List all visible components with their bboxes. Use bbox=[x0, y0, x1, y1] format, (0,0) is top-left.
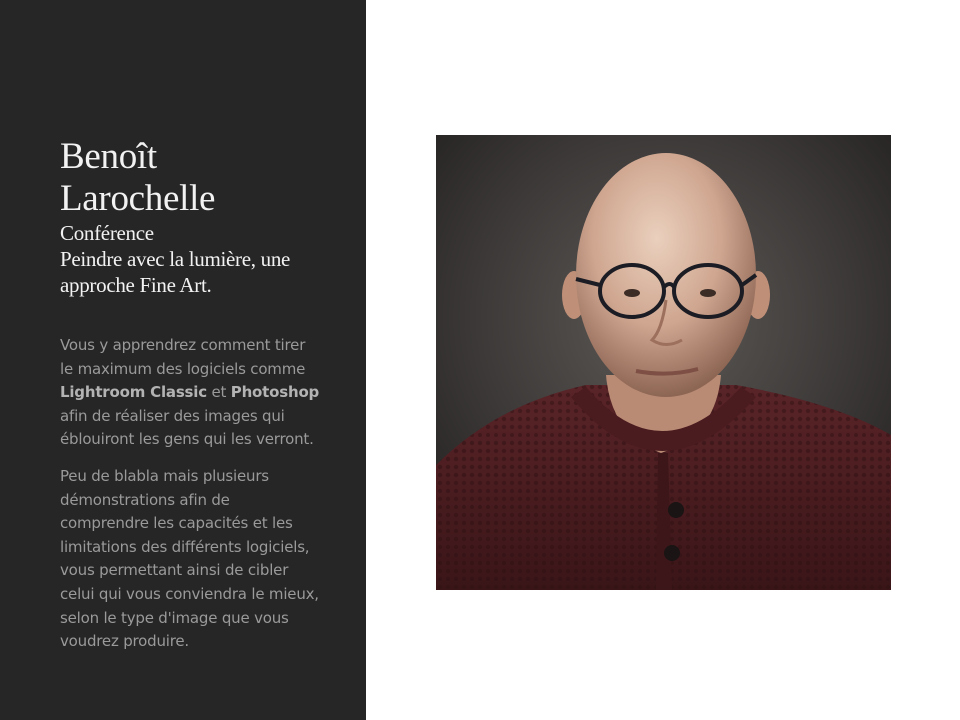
speaker-name-last: Larochelle bbox=[60, 178, 216, 219]
talk-title-line2: approche Fine Art. bbox=[60, 273, 212, 297]
software-lightroom: Lightroom Classic bbox=[60, 383, 207, 402]
para1-text-1: Vous y apprendrez comment tirer le maximum des logiciels comme bbox=[60, 336, 306, 378]
para1-text-2: et bbox=[206, 383, 231, 402]
left-panel bbox=[0, 0, 366, 720]
title-block bbox=[60, 136, 350, 298]
speaker-portrait bbox=[436, 135, 891, 590]
description bbox=[60, 334, 322, 667]
talk-title-line1: Peindre avec la lumière, une bbox=[60, 247, 291, 271]
description-paragraph-1 bbox=[60, 334, 322, 452]
event-type: Conférence bbox=[60, 221, 154, 245]
description-paragraph-2: Peu de blabla mais plusieurs démonstrations afin de comprendre les capacités et les limitations des différents logiciels, vous permettant ainsi de cibler celui qui vous conviendra le mieux, selon le type d'image que vous voudrez produire. bbox=[60, 466, 319, 651]
software-photoshop: Photoshop bbox=[230, 383, 320, 402]
speaker-name-first: Benoît bbox=[60, 136, 157, 177]
para1-text-3: afin de réaliser des images qui éblouiront les gens qui les verront. bbox=[60, 406, 314, 449]
